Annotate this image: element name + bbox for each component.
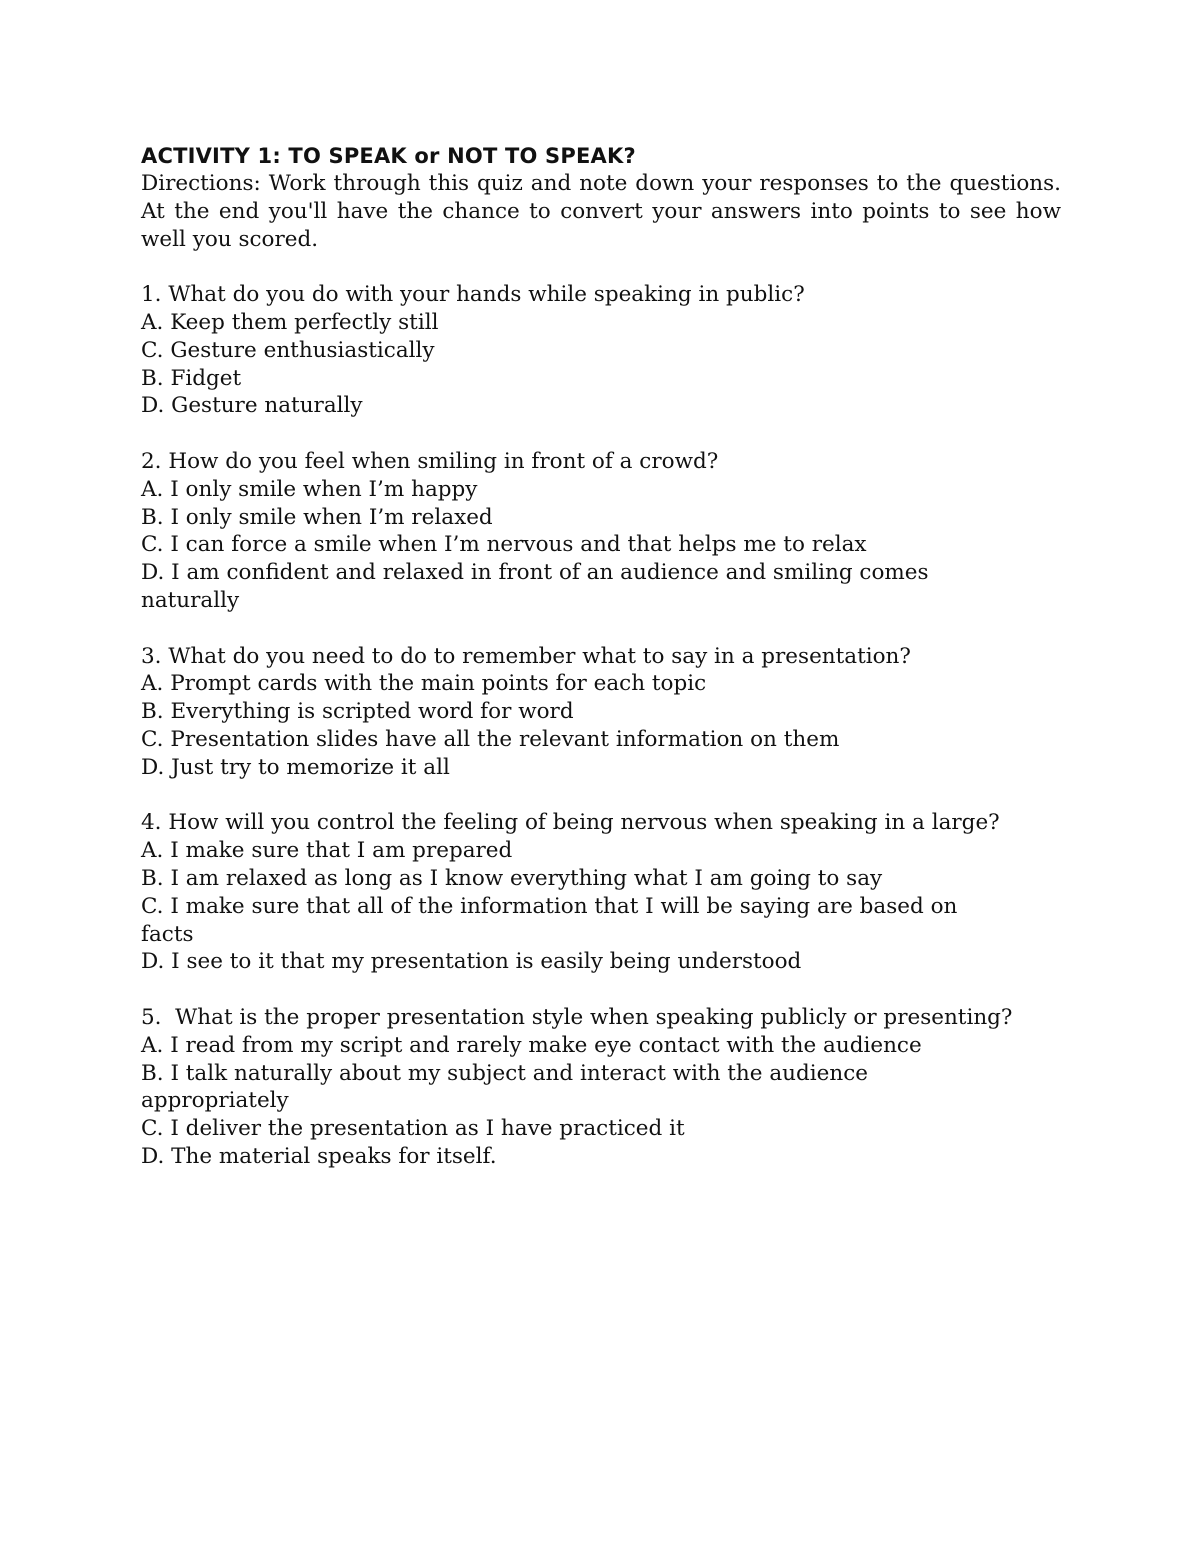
answer-option: A. I only smile when I’m happy xyxy=(141,476,478,502)
question-5 xyxy=(141,1004,1061,1171)
directions-text: Directions: Work through this quiz and note down your responses to the questions. At the end you'll have the chance to convert your answers into points to see how well you scored. xyxy=(141,171,1061,252)
answer-option: C. Gesture enthusiastically xyxy=(141,337,435,363)
answer-option: D. I see to it that my presentation is easily being understood xyxy=(141,949,802,975)
answer-option: B. I only smile when I’m relaxed xyxy=(141,504,493,530)
answer-option: A. Keep them perfectly still xyxy=(141,309,439,335)
answer-option: C. Presentation slides have all the relevant information on them xyxy=(141,726,840,752)
question-3 xyxy=(141,643,1061,782)
answer-option: C. I can force a smile when I’m nervous and that helps me to relax xyxy=(141,532,867,558)
answer-option: D. I am confident and relaxed in front of an audience and smiling comes naturally xyxy=(141,560,929,613)
answer-option: D. Just try to memorize it all xyxy=(141,754,450,780)
question-1 xyxy=(141,281,1061,420)
question-4 xyxy=(141,809,1061,976)
answer-option: A. I read from my script and rarely make eye contact with the audience xyxy=(141,1032,922,1058)
answer-option: D. The material speaks for itself. xyxy=(141,1143,497,1169)
answer-option: B. Everything is scripted word for word xyxy=(141,699,574,725)
answer-option: B. I am relaxed as long as I know everything what I am going to say xyxy=(141,865,883,891)
question-text: 1. What do you do with your hands while speaking in public? xyxy=(141,282,805,308)
answer-option: B. Fidget xyxy=(141,365,242,391)
answer-option: C. I make sure that all of the information that I will be saying are based on facts xyxy=(141,893,958,947)
question-2 xyxy=(141,448,1061,615)
answer-option: C. I deliver the presentation as I have practiced it xyxy=(141,1116,685,1142)
activity-title: ACTIVITY 1: TO SPEAK or NOT TO SPEAK? xyxy=(141,144,636,168)
answer-option: B. I talk naturally about my subject and interact with the audience appropriately xyxy=(141,1060,868,1114)
quiz-content xyxy=(141,142,1061,1171)
question-text: 3. What do you need to do to remember what to say in a presentation? xyxy=(141,643,911,669)
answer-option: D. Gesture naturally xyxy=(141,393,363,419)
question-text: 4. How will you control the feeling of being nervous when speaking in a large? xyxy=(141,810,1000,836)
question-text: 2. How do you feel when smiling in front of a crowd? xyxy=(141,448,719,474)
answer-option: A. Prompt cards with the main points for each topic xyxy=(141,671,707,697)
answer-option: A. I make sure that I am prepared xyxy=(141,838,513,864)
question-text: 5. What is the proper presentation style when speaking publicly or presenting? xyxy=(141,1004,1013,1030)
